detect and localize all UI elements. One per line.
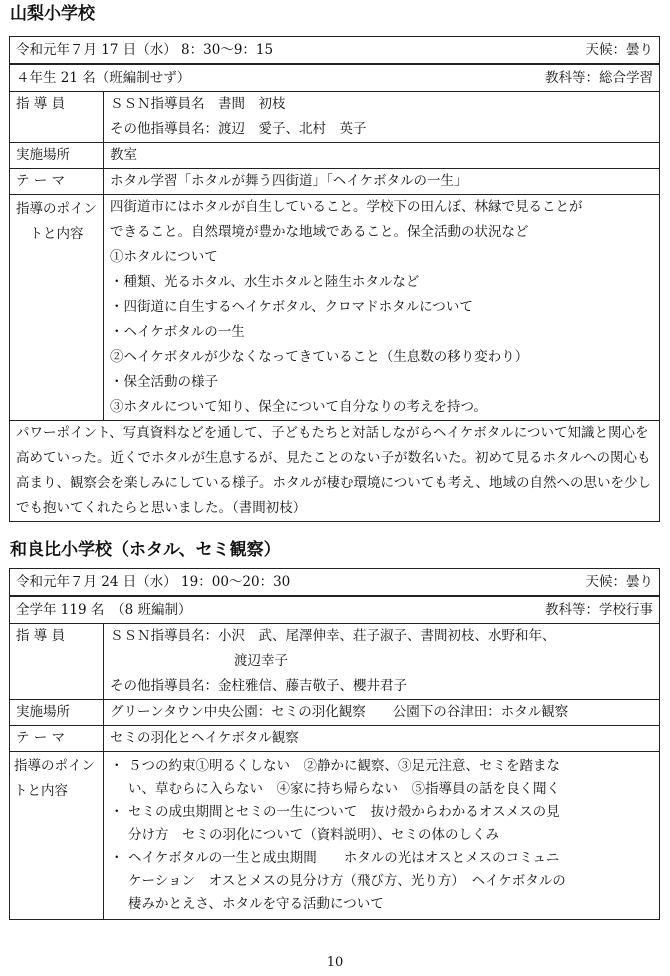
- section2-weather: 天候：曇り: [585, 574, 653, 590]
- bullet-text-line: 分け方 セミの羽化について（資料説明）、セミの体のしくみ: [128, 827, 499, 843]
- section2-grade: 全学年 119 名 （8 班編制）: [16, 602, 192, 618]
- bullet-dot: ・: [110, 804, 124, 820]
- section1-grade: ４年生 21 名（班編制せず）: [16, 70, 191, 86]
- bullet-dot: ・: [110, 758, 124, 774]
- bullet-text-line: ５つの約束①明るくしない ②静かに観察、③足元注意、セミを踏まな: [128, 758, 560, 774]
- page-number: 10: [326, 955, 344, 970]
- section1-date: 令和元年７月 17 日（水） 8：30〜9：15: [16, 42, 274, 58]
- section1-points: [104, 195, 660, 421]
- section1-theme: ホタル学習「ホタルが舞う四街道」「ヘイケボタルの一生」: [104, 169, 660, 195]
- section1-place-label: 実施場所: [10, 143, 104, 169]
- section2-theme: セミの羽化とヘイケボタル観察: [104, 726, 660, 752]
- points-line: ・ヘイケボタルの一生: [110, 324, 245, 340]
- section2-points: [104, 752, 660, 920]
- section2-leaders-line2: 渡辺幸子: [234, 653, 288, 669]
- bullet-dot: ・: [110, 850, 124, 866]
- section1-theme-label: テ ー マ: [10, 169, 104, 195]
- section2-leaders-line3: その他指導員名：金柱雅信、藤吉敬子、櫻井君子: [110, 678, 407, 694]
- section2-record-table: [9, 568, 660, 920]
- bullet-text-line: ヘイケボタルの一生と成虫期間 ホタルの光はオスとメスのコミュニ: [128, 850, 560, 866]
- section1-subject: 教科等：総合学習: [545, 70, 653, 86]
- points-line: ・種類、光るホタル、水生ホタルと陸生ホタルなど: [110, 274, 420, 290]
- bullet-text-line: ケーション オスとメスの見分け方（飛び方、光り方） ヘイケボタルの: [128, 873, 566, 889]
- section2-place-label: 実施場所: [10, 700, 104, 726]
- section2-leaders-label: 指 導 員: [10, 624, 104, 700]
- list-item: [110, 755, 653, 801]
- points-line: できること。自然環境が豊かな地域であること。保全活動の状況など: [110, 224, 529, 240]
- section1-record-table: [9, 36, 660, 522]
- section1-weather: 天候：曇り: [585, 42, 653, 58]
- points-line: ②ヘイケボタルが少なくなってきていること（生息数の移り変わり）: [110, 349, 529, 365]
- section1-note: パワーポイント、写真資料などを通して、子どもたちと対話しながらヘイケボタルについて知識と関心を高めていった。近くでホタルが生息するが、見たことのない子が数名いた。初めて見るホタルへの関心も高まり、観察会を楽しみにしている様子。ホタルが棲む環境についても考え、地域の自然への思いを少しでも抱いてくれたらと思いました。（書間初枝）: [10, 421, 660, 522]
- section1-leaders-line2: その他指導員名：渡辺 愛子、北村 英子: [110, 121, 367, 137]
- list-item: [110, 801, 653, 847]
- section2-date-cell: [10, 569, 660, 597]
- points-line: ③ホタルについて知り、保全について自分なりの考えを持つ。: [110, 399, 487, 415]
- section2-place: グリーンタウン中央公園：セミの羽化観察 公園下の谷津田：ホタル観察: [104, 700, 660, 726]
- section1-leaders-label: 指 導 員: [10, 92, 104, 143]
- section2-date: 令和元年７月 24 日（水） 19：00〜20：30: [16, 574, 291, 590]
- section2-leaders: [104, 624, 660, 700]
- section1-place: 教室: [104, 143, 660, 169]
- section2-theme-label: テ ー マ: [10, 726, 104, 752]
- section1-leaders-line1: ＳＳＮ指導員名 書間 初枝: [110, 96, 286, 112]
- points-line: ・四街道に自生するヘイケボタル、クロマドホタルについて: [110, 299, 473, 315]
- section2-points-label: 指導のポイントと内容: [10, 752, 104, 920]
- section1-leaders: [104, 92, 660, 143]
- bullet-text-line: い、草むらに入らない ④家に持ち帰らない ⑤指導員の話を良く聞く: [128, 781, 560, 797]
- bullet-text-line: セミの成虫期間とセミの一生について 抜け殻からわかるオスメスの見: [128, 804, 560, 820]
- section2-title: 和良比小学校（ホタル、セミ観察）: [10, 540, 281, 560]
- section2-grade-cell: [10, 596, 660, 624]
- section1-date-cell: [10, 37, 660, 65]
- section1-grade-cell: [10, 64, 660, 92]
- section1-points-label: 指導のポイントと内容: [10, 195, 104, 421]
- points-line: 四街道市にはホタルが自生していること。学校下の田んぼ、林縁で見ることが: [110, 199, 583, 215]
- section2-subject: 教科等：学校行事: [545, 602, 653, 618]
- bullet-text-line: 棲みかとえさ、ホタルを守る活動について: [128, 896, 384, 912]
- section1-title: 山梨小学校: [10, 4, 95, 24]
- points-line: ・保全活動の様子: [110, 374, 218, 390]
- points-line: ①ホタルについて: [110, 249, 218, 265]
- section2-leaders-line1: ＳＳＮ指導員名：小沢 武、尾澤伸幸、荘子淑子、書間初枝、水野和年、: [110, 628, 556, 644]
- list-item: [110, 847, 653, 916]
